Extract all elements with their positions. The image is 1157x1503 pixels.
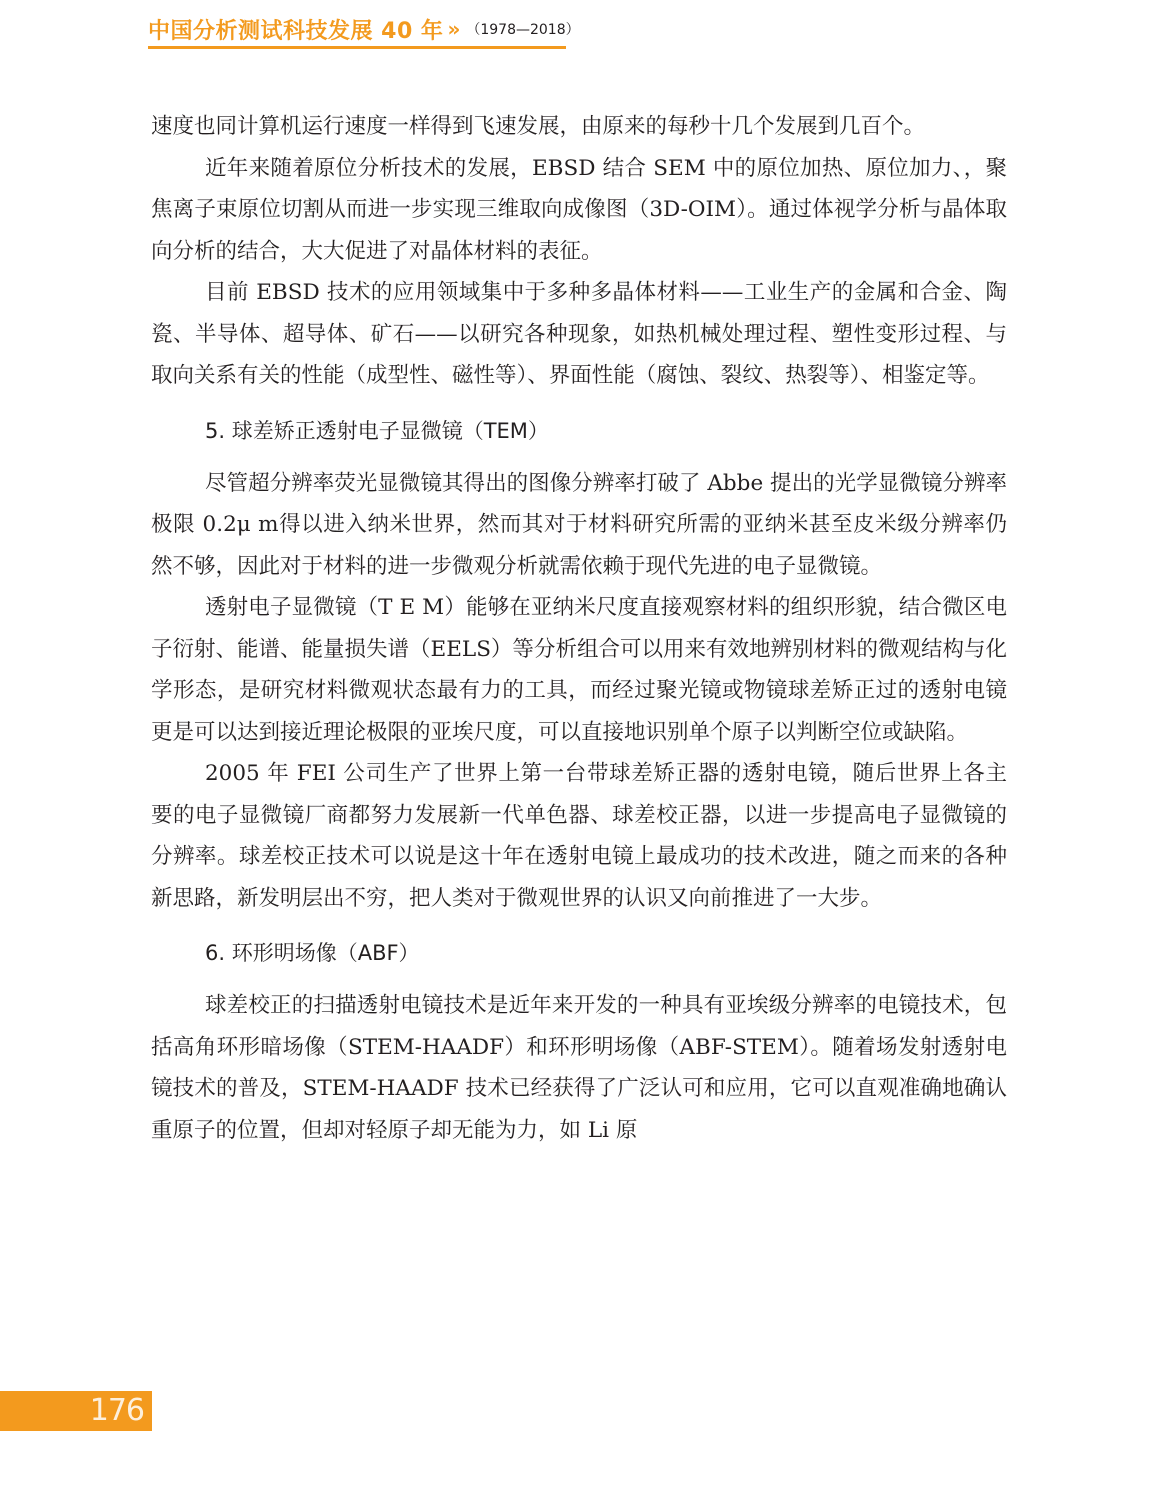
year-range: （1978—2018）: [466, 22, 580, 38]
section-heading-tem: 5. 球差矫正透射电子显微镜（TEM）: [205, 418, 549, 443]
page-number: 176: [89, 1393, 144, 1428]
paragraph: 近年来随着原位分析技术的发展，EBSD 结合 SEM 中的原位加热、原位加力、，聚焦离子束原位切割从而进一步实现三维取向成像图（3D-OIM）。通过体视学分析与晶体取向分析的结合，大大促进了对晶体材料的表征。: [151, 155, 1007, 264]
running-header: [148, 12, 580, 46]
header-rule: [148, 46, 566, 49]
paragraph: 尽管超分辨率荧光显微镜其得出的图像分辨率打破了 Abbe 提出的光学显微镜分辨率极限 0.2μ m得以进入纳米世界，然而其对于材料研究所需的亚纳米甚至皮米级分辨率仍然不够，因此对于材料的进一步微观分析就需依赖于现代先进的电子显微镜。: [151, 470, 1007, 579]
section-heading-abf: 6. 环形明场像（ABF）: [205, 941, 420, 965]
page-body: [151, 106, 1007, 1151]
paragraph: 透射电子显微镜（T E M）能够在亚纳米尺度直接观察材料的组织形貌，结合微区电子衍射、能谱、能量损失谱（EELS）等分析组合可以用来有效地辨别材料的微观结构与化学形态，是研究材料微观状态最有力的工具，而经过聚光镜或物镜球差矫正过的透射电镜更是可以达到接近理论极限的亚埃尺度，可以直接地识别单个原子以判断空位或缺陷。: [151, 595, 1007, 745]
paragraph: 2005 年 FEI 公司生产了世界上第一台带球差矫正器的透射电镜，随后世界上各主要的电子显微镜厂商都努力发展新一代单色器、球差校正器，以进一步提高电子显微镜的分辨率。球差校正技术可以说是这十年在透射电镜上最成功的技术改进，随之而来的各种新思路，新发明层出不穷，把人类对于微观世界的认识又向前推进了一大步。: [151, 761, 1007, 911]
paragraph: 速度也同计算机运行速度一样得到飞速发展，由原来的每秒十几个发展到几百个。: [151, 114, 926, 139]
paragraph: 球差校正的扫描透射电镜技术是近年来开发的一种具有亚埃级分辨率的电镜技术，包括高角环形暗场像（STEM-HAADF）和环形明场像（ABF-STEM）。随着场发射透射电镜技术的普及，STEM-HAADF 技术已经获得了广泛认可和应用，它可以直观准确地确认重原子的位置，但却对轻原子却无能为力，如 Li 原: [151, 993, 1007, 1143]
page-number-tab: [0, 1391, 152, 1431]
paragraph: 目前 EBSD 技术的应用领域集中于多种多晶体材料——工业生产的金属和合金、陶瓷、半导体、超导体、矿石——以研究各种现象，如热机械处理过程、塑性变形过程、与取向关系有关的性能（成型性、磁性等）、界面性能（腐蚀、裂纹、热裂等）、相鉴定等。: [151, 280, 1007, 388]
book-title: 中国分析测试科技发展 40 年: [148, 18, 444, 44]
double-chevron-icon: »: [447, 17, 455, 41]
